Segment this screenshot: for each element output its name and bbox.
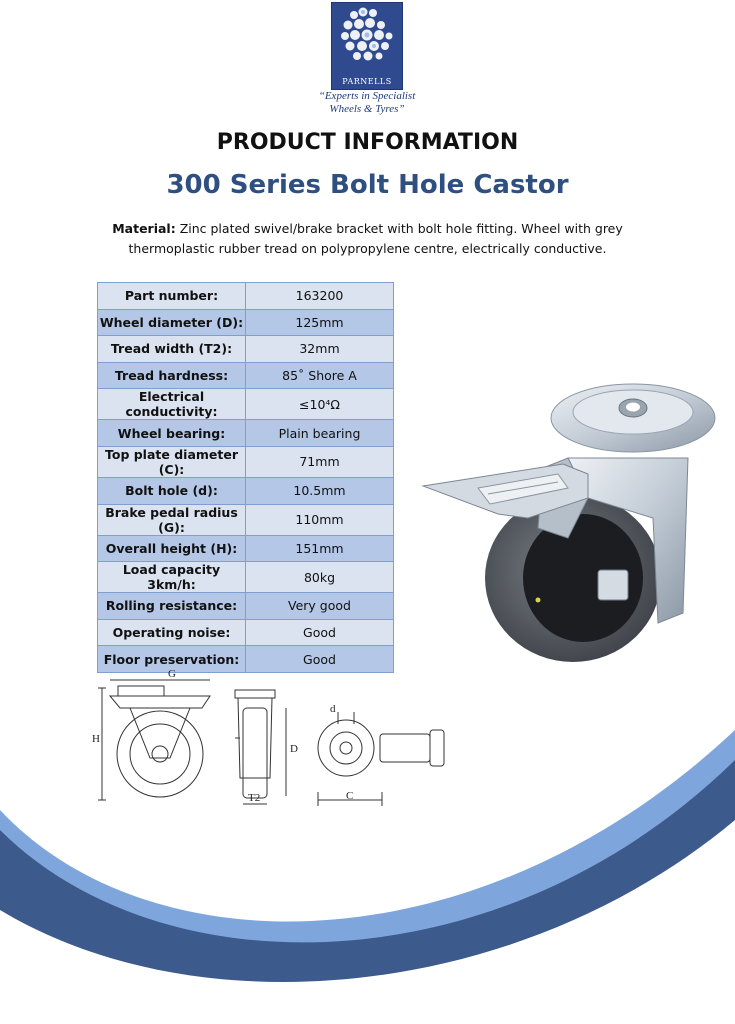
spec-value: Good [246,619,394,646]
material-text: Zinc plated swivel/brake bracket with bolt hole fitting. Wheel with grey thermoplastic rubber tread on polypropylene centre, electrically conductive. [128,221,623,256]
spec-label: Brake pedal radius (G): [98,504,246,535]
spec-label: Tread hardness: [98,362,246,389]
spec-label: Rolling resistance: [98,593,246,620]
spec-row [98,336,394,363]
product-title: 300 Series Bolt Hole Castor [166,170,569,200]
spec-label: Bolt hole (d): [98,477,246,504]
spec-value: 110mm [246,504,394,535]
spec-row [98,389,394,420]
dim-label-g: G [168,668,176,680]
spec-value: 71mm [246,446,394,477]
spec-value: Very good [246,593,394,620]
spec-row [98,446,394,477]
parnells-logo [331,2,403,90]
spec-value: 163200 [246,283,394,310]
spec-row [98,562,394,593]
spec-label: Part number: [98,283,246,310]
spec-row [98,309,394,336]
spec-value: 85˚ Shore A [246,362,394,389]
spec-row [98,477,394,504]
spec-label: Tread width (T2): [98,336,246,363]
dim-label-d-wheel: D [290,743,298,755]
spec-row [98,362,394,389]
material-description [100,219,635,259]
spec-table [97,282,394,673]
page-heading: PRODUCT INFORMATION [216,130,519,155]
logo-bubbles-icon [332,3,402,73]
dim-label-c: C [346,790,354,802]
castor-product-image [418,378,718,663]
spec-label: Wheel diameter (D): [98,309,246,336]
spec-value: 151mm [246,535,394,562]
spec-label: Electrical conductivity: [98,389,246,420]
spec-value: 125mm [246,309,394,336]
spec-value: 80kg [246,562,394,593]
spec-label: Wheel bearing: [98,420,246,447]
spec-value: 32mm [246,336,394,363]
spec-label: Operating noise: [98,619,246,646]
spec-label: Top plate diameter (C): [98,446,246,477]
spec-row [98,593,394,620]
spec-label: Floor preservation: [98,646,246,673]
spec-value: Good [246,646,394,673]
dim-label-h: H [92,733,100,745]
spec-label: Overall height (H): [98,535,246,562]
dim-label-d-bolt: d [330,703,336,715]
spec-row [98,283,394,310]
spec-value: Plain bearing [246,420,394,447]
tagline-line-1: “Experts in Specialist [318,90,416,102]
spec-row [98,504,394,535]
logo-tagline [300,90,434,116]
spec-value: ≤10⁴Ω [246,389,394,420]
material-label: Material: [112,221,176,236]
spec-row [98,535,394,562]
dim-label-t2: T2 [248,792,261,804]
spec-value: 10.5mm [246,477,394,504]
spec-label: Load capacity 3km/h: [98,562,246,593]
spec-row [98,619,394,646]
tagline-line-2: Wheels & Tyres” [329,103,405,115]
footer-swoosh-decoration [0,700,735,1024]
logo-brand-name: PARNELLS [342,77,392,86]
spec-row [98,420,394,447]
